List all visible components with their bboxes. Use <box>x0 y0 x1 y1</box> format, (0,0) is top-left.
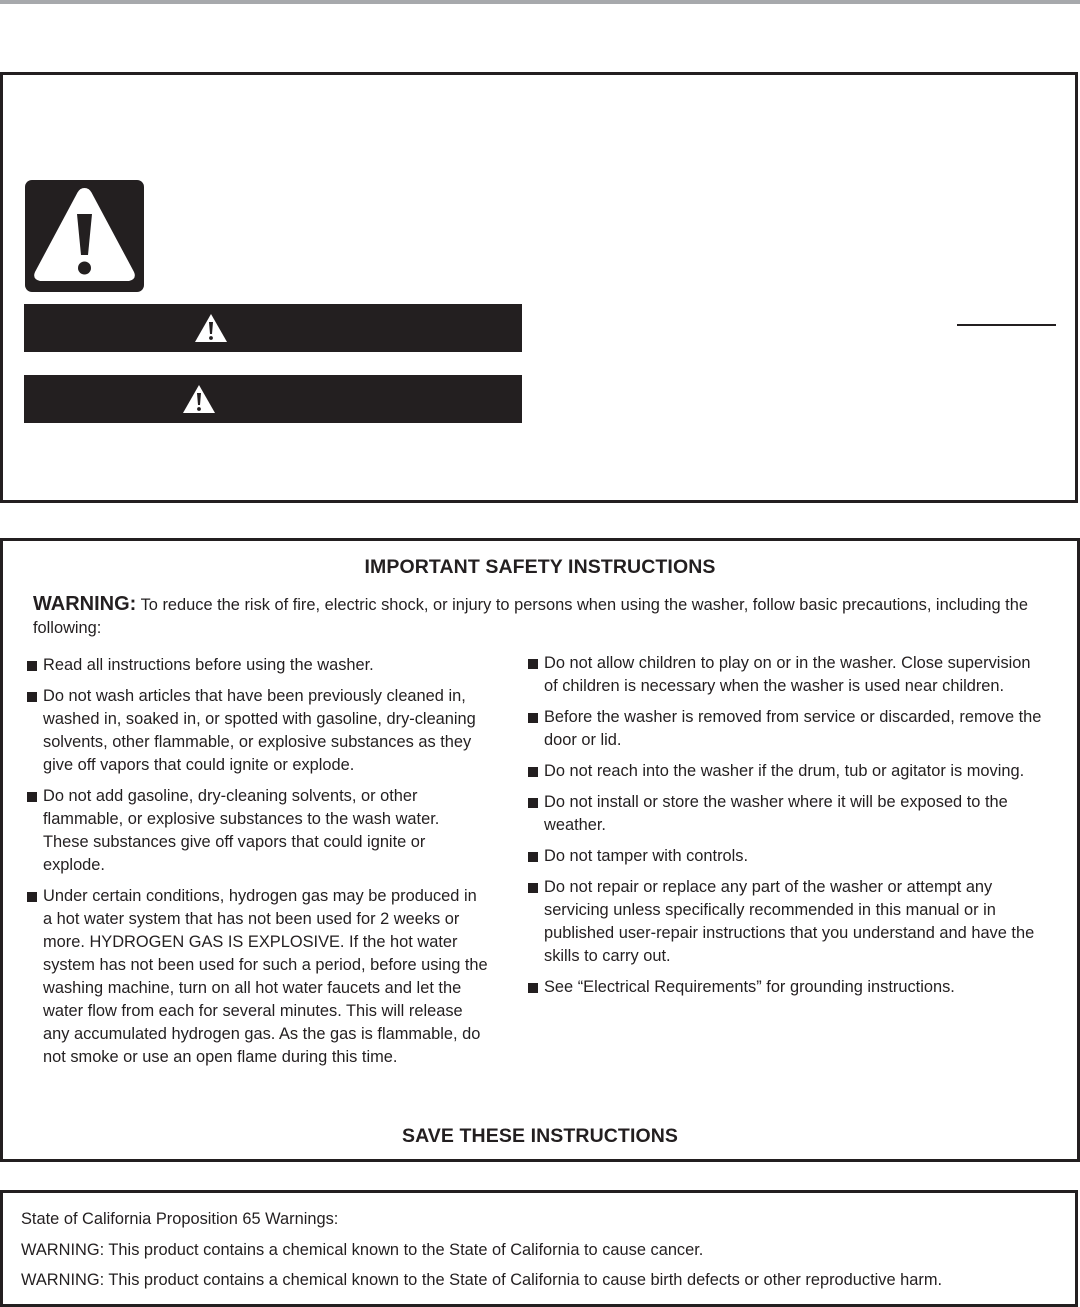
safety-message-box <box>0 72 1078 503</box>
list-item: See “Electrical Requirements” for grounding instructions. <box>528 976 1048 999</box>
warning-intro <box>33 593 1043 639</box>
list-item: Do not add gasoline, dry-cleaning solvents, or other flammable, or explosive substances to the wash water. These substances give off vapors that could ignite or explode. <box>27 785 489 877</box>
alert-triangle-icon <box>182 384 216 414</box>
prop65-warning-reproductive: WARNING: This product contains a chemical known to the State of California to cause birth defects or other reproductive harm. <box>21 1271 943 1289</box>
bullet-square-icon <box>27 692 37 702</box>
list-item: Do not wash articles that have been previously cleaned in, washed in, soaked in, or spotted with gasoline, dry-cleaning solvents, other flammable, or explosive substances as they give off vapors that could ignite or explode. <box>27 685 489 777</box>
list-item: Do not install or store the washer where it will be exposed to the weather. <box>528 791 1048 837</box>
warning-label: WARNING: <box>33 593 137 615</box>
bullet-square-icon <box>27 661 37 671</box>
list-item: Do not repair or replace any part of the washer or attempt any servicing unless specifically recommended in this manual or in published user-repair instructions that you understand and have the skills to carry out. <box>528 876 1048 968</box>
list-item: Before the washer is removed from service or discarded, remove the door or lid. <box>528 706 1048 752</box>
bullet-square-icon <box>528 713 538 723</box>
save-instructions-title: SAVE THESE INSTRUCTIONS <box>401 1125 679 1147</box>
prop65-title: State of California Proposition 65 Warnings: <box>21 1210 339 1228</box>
list-item: Read all instructions before using the washer. <box>27 654 489 677</box>
safety-alert-symbol <box>25 180 144 292</box>
list-item: Do not reach into the washer if the drum, tub or agitator is moving. <box>528 760 1048 783</box>
bullet-square-icon <box>528 883 538 893</box>
list-item: Do not allow children to play on or in the washer. Close supervision of children is necessary when the washer is used near children. <box>528 652 1048 698</box>
prop65-warning-cancer: WARNING: This product contains a chemical known to the State of California to cause cancer. <box>21 1241 704 1259</box>
top-divider <box>0 0 1080 4</box>
bullet-square-icon <box>27 892 37 902</box>
warning-text: To reduce the risk of fire, electric shock, or injury to persons when using the washer, follow basic precautions, including the following: <box>33 596 1028 637</box>
list-item: Do not tamper with controls. <box>528 845 1048 868</box>
list-item: Under certain conditions, hydrogen gas may be produced in a hot water system that has not been used for 2 weeks or more. HYDROGEN GAS IS EXPLOSIVE. If the hot water system has not been used for such a period, before using the washing machine, turn on all hot water faucets and let the water flow from each for several minutes. This will release any accumulated hydrogen gas. As the gas is flammable, do not smoke or use an open flame during this time. <box>27 885 489 1069</box>
alert-triangle-icon <box>194 313 228 343</box>
bullet-square-icon <box>27 792 37 802</box>
bullet-square-icon <box>528 852 538 862</box>
instructions-right-column <box>528 652 1048 1007</box>
instructions-left-column <box>27 654 489 1077</box>
bullet-square-icon <box>528 983 538 993</box>
underline-rule <box>957 324 1056 326</box>
warning-banner <box>24 375 522 423</box>
bullet-square-icon <box>528 767 538 777</box>
bullet-square-icon <box>528 798 538 808</box>
danger-banner <box>24 304 522 352</box>
alert-triangle-icon <box>25 180 144 292</box>
bullet-square-icon <box>528 659 538 669</box>
safety-instructions-title: IMPORTANT SAFETY INSTRUCTIONS <box>364 556 716 578</box>
